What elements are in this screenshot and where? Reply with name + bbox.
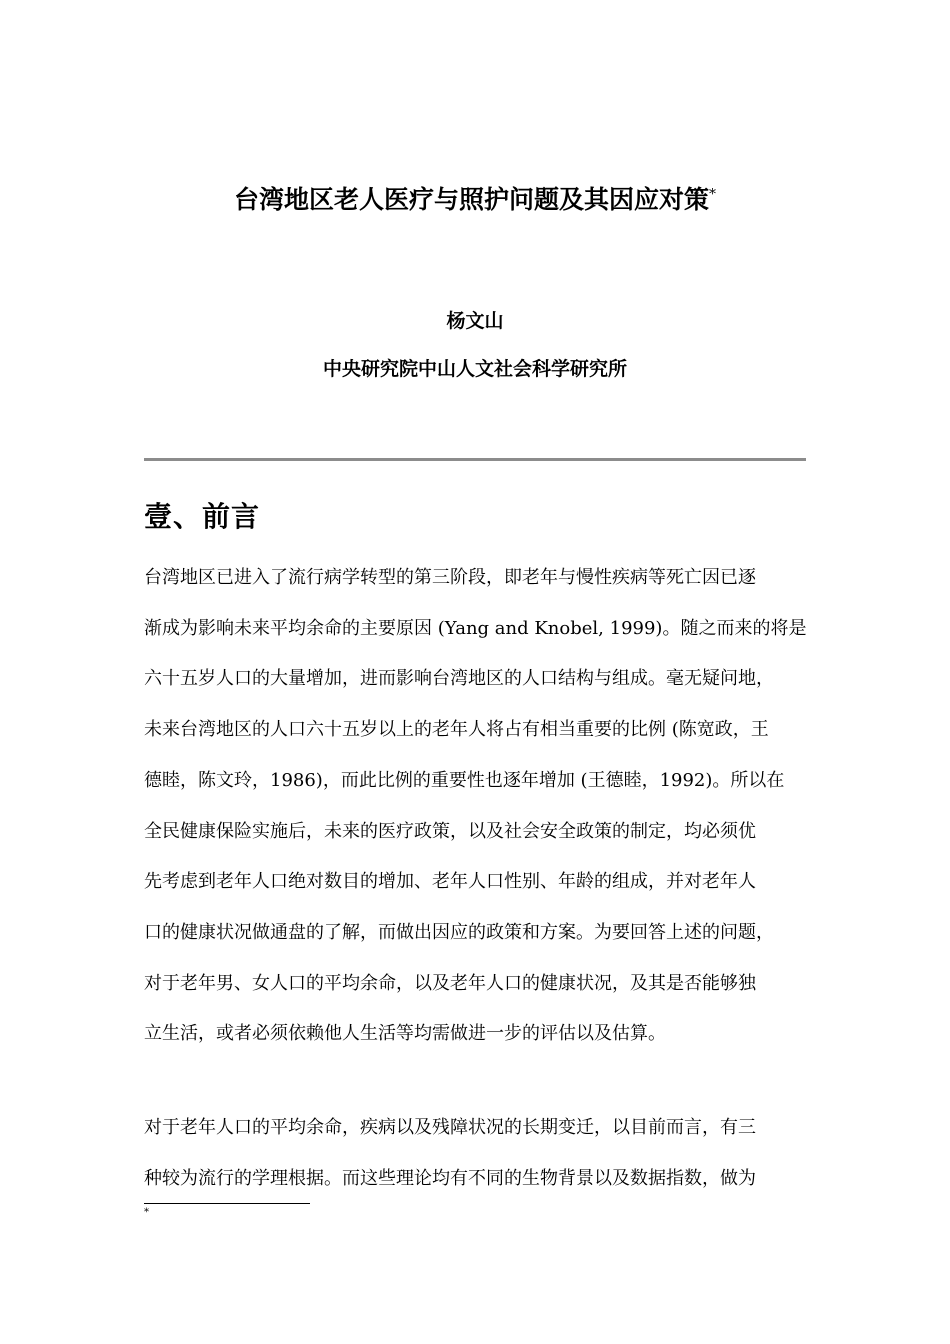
author-name: 杨文山 — [446, 310, 504, 332]
footnote-marker: * — [144, 1207, 149, 1218]
author-affiliation: 中央研究院中山人文社会科学研究所 — [322, 358, 627, 380]
paragraph-line: 种较为流行的学理根据。而这些理论均有不同的生物背景以及数据指数，做为 — [144, 1167, 756, 1189]
title-text: 台湾地区老人医疗与照护问题及其因应对策 — [233, 185, 709, 214]
paragraph-line: 口的健康状况做通盘的了解，而做出因应的政策和方案。为要回答上述的问题， — [144, 921, 774, 943]
paragraph-line: 渐成为影响未来平均余命的主要原因 (Yang and Knobel, 1999)。随之而来的将是 — [144, 617, 807, 639]
paragraph-intro — [144, 553, 808, 1060]
paragraph-line: 立生活，或者必须依赖他人生活等均需做进一步的评估以及估算。 — [144, 1023, 666, 1045]
paragraph-line: 德睦，陈文玲，1986)，而此比例的重要性也逐年增加 (王德睦，1992)。所以在 — [144, 769, 785, 791]
page-title — [0, 180, 950, 220]
paragraph-line: 未来台湾地区的人口六十五岁以上的老年人将占有相当重要的比例 (陈宽政，王 — [144, 719, 769, 741]
footnote-divider — [144, 1203, 310, 1204]
paragraph-line: 先考虑到老年人口绝对数目的增加、老年人口性别、年龄的组成，并对老年人 — [144, 871, 756, 893]
paragraph-line: 台湾地区已进入了流行病学转型的第三阶段，即老年与慢性疾病等死亡因已逐 — [144, 567, 756, 588]
paragraph-line: 对于老年人口的平均余命，疾病以及残障状况的长期变迁，以目前而言，有三 — [144, 1117, 756, 1138]
paragraph-line: 全民健康保险实施后，未来的医疗政策，以及社会安全政策的制定，均必须优 — [144, 820, 756, 842]
paragraph-line: 六十五岁人口的大量增加，进而影响台湾地区的人口结构与组成。毫无疑问地， — [144, 668, 774, 690]
title-footnote-marker: * — [709, 186, 716, 203]
paragraph-theories — [144, 1103, 808, 1204]
header-divider — [144, 458, 806, 461]
paragraph-line: 对于老年男、女人口的平均余命，以及老年人口的健康状况，及其是否能够独 — [144, 972, 756, 994]
section-heading: 壹、前言 — [144, 500, 261, 533]
